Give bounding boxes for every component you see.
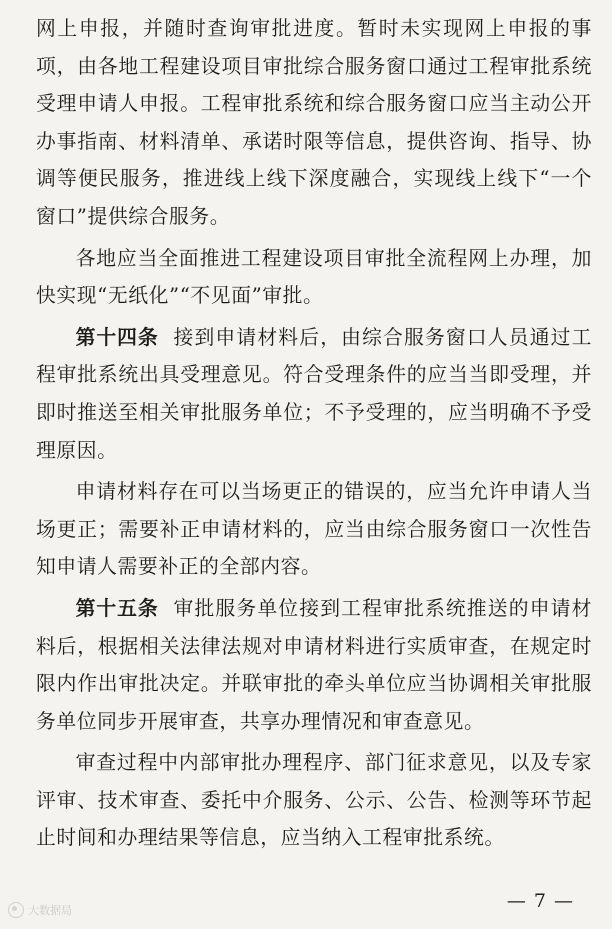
watermark-text: 大数据局 bbox=[28, 904, 72, 917]
paragraph-6 bbox=[36, 744, 592, 857]
paragraph-6-text: 审查过程中内部审批办理程序、部门征求意见，以及专家评审、技术审查、委托中介服务、公示、公告、检测等环节起止时间和办理结果等信息，应当纳入工程审批系统。 bbox=[36, 751, 592, 850]
page-number: — 7 — bbox=[506, 890, 574, 912]
article-15-heading: 第十五条 bbox=[75, 596, 159, 620]
watermark bbox=[8, 902, 72, 918]
paragraph-1 bbox=[36, 10, 592, 236]
paragraph-4-text: 申请材料存在可以当场更正的错误的，应当允许申请人当场更正；需要补正申请材料的，应当由综合服务窗口一次性告知申请人需要补正的全部内容。 bbox=[36, 480, 592, 579]
article-14 bbox=[36, 319, 592, 469]
article-15 bbox=[36, 590, 592, 740]
paragraph-2 bbox=[36, 240, 592, 315]
paragraph-2-text: 各地应当全面推进工程建设项目审批全流程网上办理，加快实现“无纸化”“不见面”审批。 bbox=[36, 246, 592, 308]
article-14-heading: 第十四条 bbox=[75, 325, 159, 349]
article-15-text: 审批服务单位接到工程审批系统推送的申请材料后，根据相关法律法规对申请材料进行实质审查，在规定时限内作出审批决定。并联审批的牵头单位应当协调相关审批服务单位同步开展审查，共享办理情况和审查意见。 bbox=[36, 596, 592, 733]
paragraph-1-text: 网上申报，并随时查询审批进度。暂时未实现网上申报的事项，由各地工程建设项目审批综合服务窗口通过工程审批系统受理申请人申报。工程审批系统和综合服务窗口应当主动公开办事指南、材料清单、承诺时限等信息，提供咨询、指导、协调等便民服务，推进线上线下深度融合，实现线上线下“一个窗口”提供综合服务。 bbox=[36, 17, 592, 228]
article-14-text: 接到申请材料后，由综合服务窗口人员通过工程审批系统出具受理意见。符合受理条件的应当当即受理，并即时推送至相关审批服务单位；不予受理的，应当明确不予受理原因。 bbox=[36, 325, 592, 462]
watermark-logo-icon bbox=[8, 902, 24, 918]
paragraph-4 bbox=[36, 473, 592, 586]
document-page bbox=[36, 10, 592, 920]
